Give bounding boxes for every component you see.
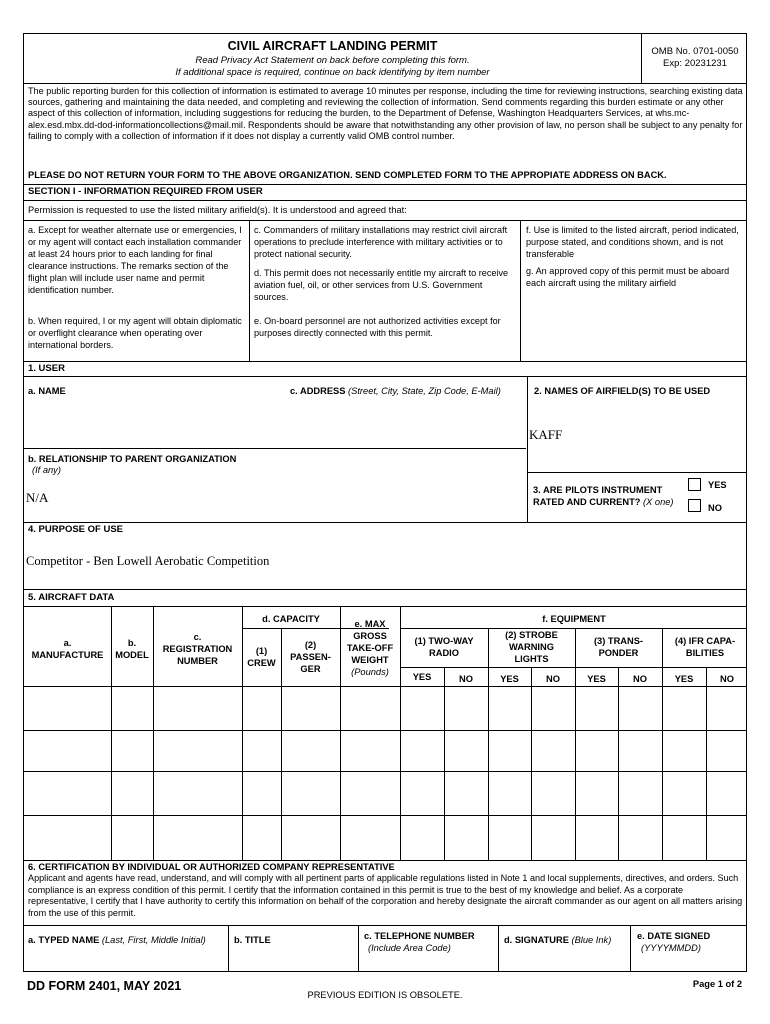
term-e: e. On-board personnel are not authorized activities except for purposes directly connected with this permit. [254, 316, 501, 338]
permit-form [23, 33, 747, 972]
col-equipment-header: f. EQUIPMENT [542, 614, 606, 624]
telephone-field[interactable] [359, 954, 498, 971]
pilots-yes-checkbox[interactable] [688, 478, 701, 491]
pilots-question-line2: RATED AND CURRENT? (X one) [533, 497, 674, 507]
term-c: c. Commanders of military installations may restrict civil aircraft operations to preclude interference with military activities or to protect national security. [254, 225, 508, 259]
ifr-no-header: NO [720, 674, 734, 684]
certification-text: Applicant and agents have read, understand, and will comply with all pertinent parts of applicable regulations listed in Note 1 and local supplements, directives, and orders. Such compliance is an express condition of this permit. I certify that the information contained in this permit is true to the best of my knowledge and belief. As a corporate representative, I certify that I have authority to certify this information on behalf of the corporation and hereby designate the aircraft commander as our agent on all matters arising from the use of this permit. [28, 873, 743, 918]
form-identifier: DD FORM 2401, MAY 2021 [27, 979, 182, 993]
aircraft-row-1[interactable] [24, 687, 745, 730]
pilots-question-line1: 3. ARE PILOTS INSTRUMENT [533, 485, 663, 495]
typed-name-field[interactable] [24, 952, 228, 971]
aircraft-section-label: 5. AIRCRAFT DATA [28, 592, 115, 603]
telephone-label: c. TELEPHONE NUMBER [364, 931, 475, 941]
form-title: CIVIL AIRCRAFT LANDING PERMIT [227, 39, 438, 53]
col-radio-header: (1) TWO-WAY RADIO [414, 636, 474, 658]
airfields-label: 2. NAMES OF AIRFIELD(S) TO BE USED [534, 386, 711, 396]
date-signed-hint: (YYYYMMDD) [641, 943, 701, 953]
pilots-yes-label: YES [708, 480, 727, 490]
purpose-label: 4. PURPOSE OF USE [28, 524, 124, 535]
omb-number: OMB No. 0701-0050 [651, 46, 739, 57]
purpose-field[interactable]: Competitor - Ben Lowell Aerobatic Competition [26, 554, 270, 568]
transponder-yes-header: YES [587, 674, 606, 684]
obsolete-notice: PREVIOUS EDITION IS OBSOLETE. [307, 990, 463, 1000]
col-crew-header: (1) CREW [247, 646, 276, 668]
pilots-no-label: NO [708, 503, 722, 513]
strobe-no-header: NO [546, 674, 560, 684]
col-manufacture-header: a. MANUFACTURE [31, 638, 104, 660]
date-signed-field[interactable] [631, 954, 745, 971]
airfields-field[interactable]: KAFF [529, 427, 563, 442]
col-ifr-header: (4) IFR CAPA- BILITIES [674, 636, 736, 658]
term-d: d. This permit does not necessarily entitle my aircraft to receive aviation fuel, oil, or other services from U.S. Government sources. [254, 268, 509, 302]
typed-name-label: a. TYPED NAME (Last, First, Middle Initial) [28, 935, 206, 945]
privacy-note: Read Privacy Act Statement on back before completing this form. [195, 55, 470, 66]
signature-label: d. SIGNATURE (Blue Ink) [504, 935, 612, 945]
strobe-yes-header: YES [500, 674, 519, 684]
date-signed-label: e. DATE SIGNED [637, 931, 711, 941]
col-passenger-header: (2) PASSEN- GER [290, 640, 331, 674]
col-transponder-header: (3) TRANS- PONDER [593, 636, 644, 658]
term-g: g. An approved copy of this permit must be aboard each aircraft using the military airfield [526, 266, 730, 288]
col-registration-header: c. REGISTRATION NUMBER [162, 632, 233, 666]
pilots-no-checkbox[interactable] [688, 499, 701, 512]
telephone-hint: (Include Area Code) [368, 943, 451, 953]
col-capacity-header: d. CAPACITY [262, 614, 320, 624]
section-user-label: 1. USER [28, 363, 65, 374]
ifr-yes-header: YES [674, 674, 694, 684]
col-strobe-header: (2) STROBE WARNING LIGHTS [505, 630, 558, 664]
aircraft-row-4[interactable] [24, 816, 745, 860]
page-number: Page 1 of 2 [692, 979, 742, 989]
section-1-title: SECTION I - INFORMATION REQUIRED FROM USER [28, 186, 263, 197]
aircraft-row-3[interactable] [24, 772, 745, 815]
omb-expiration: Exp: 20231231 [663, 58, 727, 69]
title-field[interactable] [229, 952, 358, 971]
relationship-field[interactable]: N/A [26, 490, 49, 505]
burden-statement: The public reporting burden for this collection of information is estimated to average 10 minutes per response, including the time for reviewing instructions, searching existing data sources, gathering and maintaining the data needed, and completing and reviewing the collection of information. Send comments regarding this burden estimate or any other aspect of this collection of information, including suggestions for reducing the burden, to the Department of Defense, Washington Headquarters Services, at whs.mc-alex.esd.mbx.dd-dod-informationcollections@mail.mil. Respondents should be aware that notwithstanding any other provision of law, no person shall be subject to any penalty for failing to comply with a collection of information if it does not display a currently valid OMB control number. [28, 86, 743, 141]
return-notice: PLEASE DO NOT RETURN YOUR FORM TO THE ABOVE ORGANIZATION. SEND COMPLETED FORM TO THE APPROPIATE ADDRESS ON BACK. [28, 170, 667, 180]
radio-yes-header: YES [412, 672, 432, 682]
address-label: c. ADDRESS (Street, City, State, Zip Code, E-Mail) [290, 386, 501, 396]
aircraft-row-2[interactable] [24, 731, 745, 771]
transponder-no-header: NO [633, 674, 647, 684]
certification-title: 6. CERTIFICATION BY INDIVIDUAL OR AUTHORIZED COMPANY REPRESENTATIVE [28, 862, 395, 872]
space-note: If additional space is required, continue on back identifying by item number [175, 67, 490, 78]
col-model-header: b. MODEL [115, 638, 149, 660]
name-label: a. NAME [28, 386, 66, 396]
signature-field[interactable] [499, 952, 630, 971]
relationship-label: b. RELATIONSHIP TO PARENT ORGANIZATION [28, 454, 237, 464]
relationship-hint: (If any) [32, 465, 61, 475]
term-f: f. Use is limited to the listed aircraft, period indicated, purpose stated, and conditions shown, and is not transferable [526, 225, 739, 259]
term-b: b. When required, I or my agent will obtain diplomatic or overflight clearance when operating over international borders. [28, 316, 242, 350]
radio-no-header: NO [459, 674, 473, 684]
term-a: a. Except for weather alternate use or emergencies, I or my agent will contact each installation commander at least 24 hours prior to each landing for final clearance instructions. The remarks section of the flight plan will include user name and permit identification number. [28, 225, 242, 295]
section-1-intro: Permission is requested to use the listed military arifield(s). It is understood and agreed that: [28, 205, 407, 215]
title-label: b. TITLE [234, 935, 271, 945]
col-max-weight-header: e. MAX GROSS TAKE-OFF WEIGHT (Pounds) [346, 619, 394, 677]
